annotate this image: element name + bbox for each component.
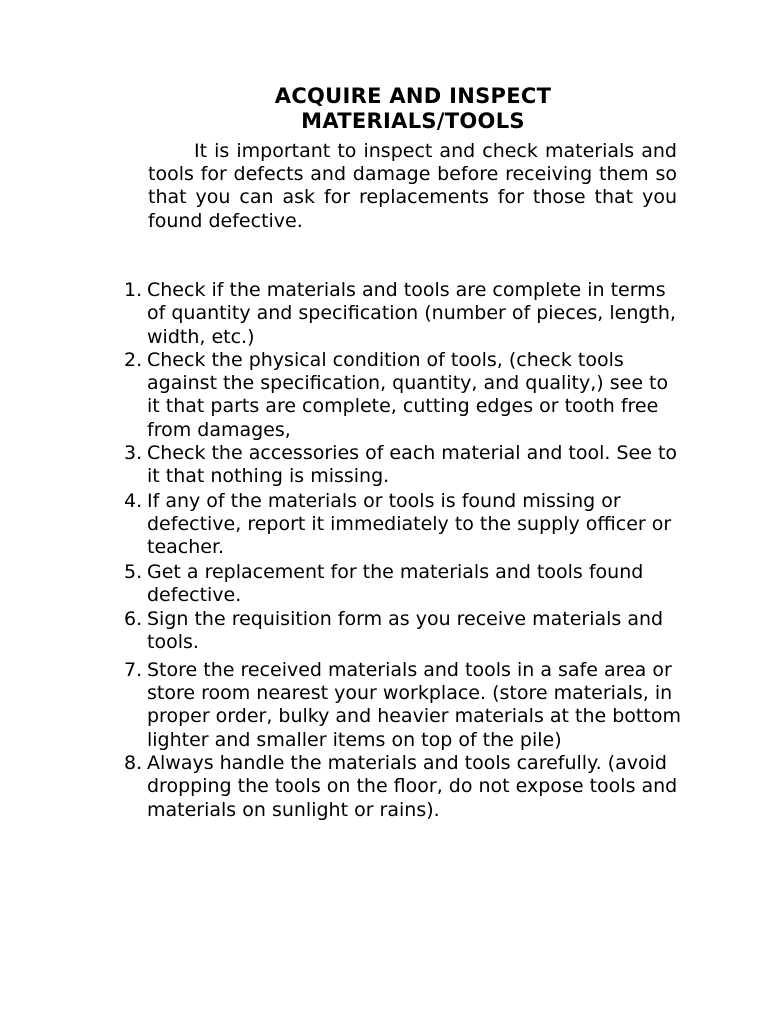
list-item-number: 4.: [124, 489, 143, 512]
list-item: [124, 752, 684, 822]
list-item-text: Sign the requisition form as you receive materials and tools.: [147, 608, 664, 654]
steps-list: [124, 279, 684, 822]
page-title: [148, 84, 678, 134]
list-item-text: Store the received materials and tools in a safe area or store room nearest your workplace. (store materials, in proper order, bulky and heavier materials at the bottom lighter and smaller items on top of the pile): [147, 658, 681, 751]
intro-paragraph: It is important to inspect and check materials and tools for defects and damage before receiving them so that you can ask for replacements for those that you found defective.: [148, 140, 677, 232]
list-item: [124, 659, 684, 752]
list-item-text: Check the physical condition of tools, (check tools against the specification, quantity, and quality,) see to it that parts are complete, cutting edges or tooth free from damages,: [147, 348, 669, 441]
list-item: [124, 490, 684, 560]
list-item: [124, 442, 684, 489]
list-item-text: If any of the materials or tools is found missing or defective, report it immediately to the supply officer or teacher.: [147, 489, 672, 559]
list-item-text: Check the accessories of each material and tool. See to it that nothing is missing.: [147, 442, 678, 488]
title-line-1: ACQUIRE AND INSPECT: [274, 84, 552, 108]
list-item-number: 7.: [124, 658, 143, 681]
list-item-text: Check if the materials and tools are complete in terms of quantity and specification (number of pieces, length, width, etc.): [147, 279, 676, 348]
list-item: [124, 349, 684, 442]
list-item-number: 6.: [124, 608, 143, 631]
list-item-number: 3.: [124, 442, 143, 465]
list-item: [124, 608, 684, 655]
list-item-text: Get a replacement for the materials and tools found defective.: [147, 560, 644, 606]
list-item-number: 5.: [124, 560, 143, 583]
list-item: [124, 561, 684, 608]
title-line-2: MATERIALS/TOOLS: [301, 109, 525, 133]
list-item: [124, 279, 684, 349]
list-item-number: 1.: [124, 279, 143, 301]
list-item-text: Always handle the materials and tools carefully. (avoid dropping the tools on the floor, do not expose tools and materials on sunlight or rains).: [147, 751, 678, 821]
list-item-number: 8.: [124, 751, 143, 774]
list-item-number: 2.: [124, 348, 143, 371]
